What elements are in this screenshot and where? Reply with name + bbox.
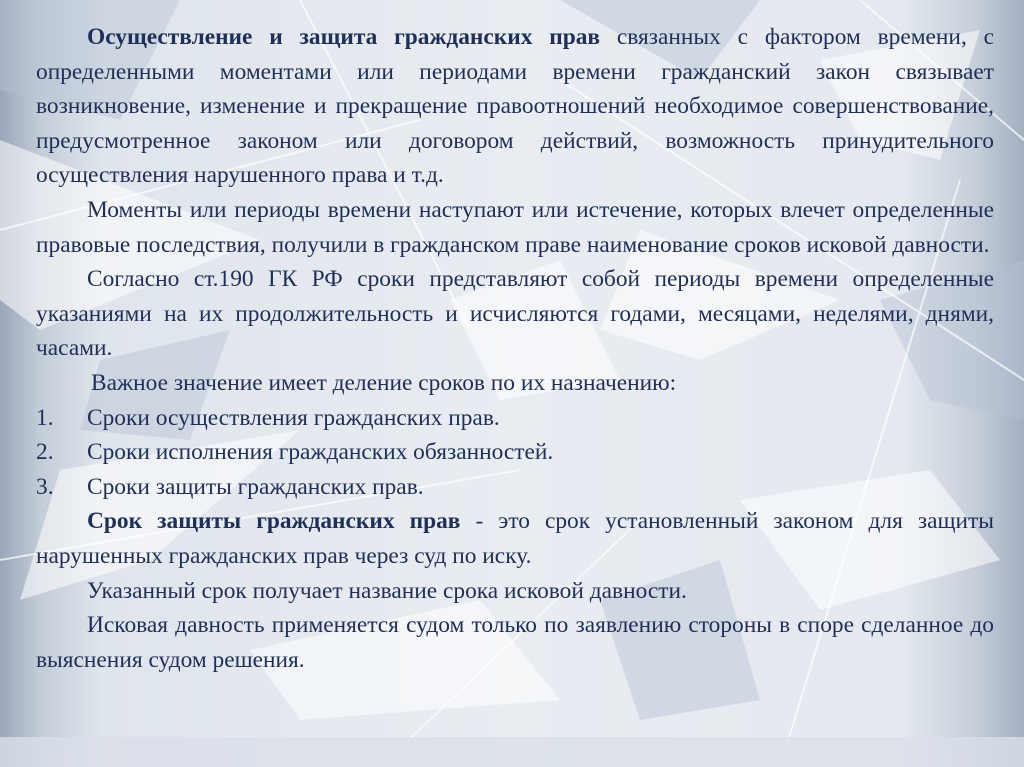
- list-item: [36, 401, 994, 436]
- paragraph-1-bold-lead: Осуществление и защита гражданских прав: [87, 24, 601, 50]
- list-item-text: Сроки осуществления гражданских прав.: [87, 404, 500, 431]
- paragraph-5-text: - это срок установленный законом для защиты нарушенных гражданских прав через суд по иску.: [36, 508, 994, 569]
- paragraph-1-text: связанных с фактором времени, с определенными моментами или периодами времени гражданский закон связывает возникновение, изменение и прекращение правоотношений необходимое совершенствование, предусмотренное законом или договором действий, возможность принудительного осуществления нарушенного права и т.д.: [36, 24, 994, 189]
- list-item-number: 2.: [36, 439, 54, 466]
- list-item-number: 1.: [36, 404, 54, 431]
- paragraph-4: Важное значение имеет деление сроков по их назначению:: [91, 369, 677, 396]
- paragraph-6: Указанный срок получает название срока исковой давности.: [87, 577, 687, 604]
- list-item-number: 3.: [36, 473, 54, 500]
- paragraph-3: Согласно ст.190 ГК РФ сроки представляют собой периоды времени определенные указаниями на их продолжительность и исчисляются годами, месяцами, неделями, днями, часами.: [36, 266, 994, 362]
- list-item: [36, 470, 994, 505]
- list-item: [36, 435, 994, 470]
- term-types-list: [36, 401, 994, 505]
- list-item-text: Сроки защиты гражданских прав.: [87, 473, 424, 500]
- paragraph-2: Моменты или периоды времени наступают или истечение, которых влечет определенные правовые последствия, получили в гражданском праве наименование сроков исковой давности.: [36, 196, 994, 258]
- paragraph-1: [36, 20, 994, 193]
- document-body: [36, 20, 994, 677]
- paragraph-5-bold-lead: Срок защиты гражданских прав: [87, 508, 461, 535]
- paragraph-5: [36, 504, 994, 573]
- paragraph-7: Исковая давность применяется судом только по заявлению стороны в споре сделанное до выяснения судом решения.: [36, 612, 994, 673]
- list-item-text: Сроки исполнения гражданских обязанностей.: [87, 439, 554, 466]
